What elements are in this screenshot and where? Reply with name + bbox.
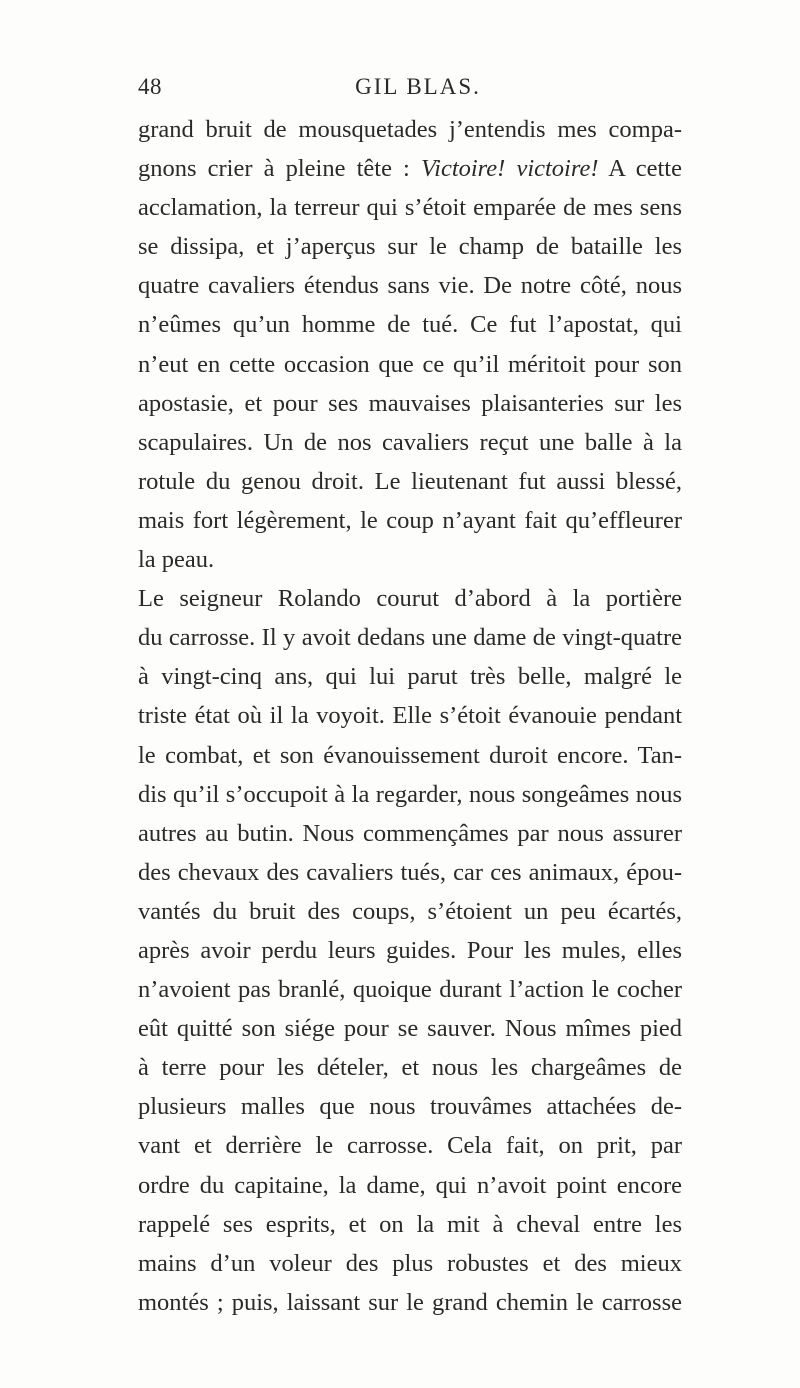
paragraph-end-line: la peau. [138, 546, 215, 574]
text-line: le combat, et son évanouissement duroit encore. Tan- [138, 741, 682, 769]
text-line-end: A cette [598, 155, 682, 183]
text-line: apostasie, et pour ses mauvaises plaisanteries sur les [138, 389, 682, 417]
text-line: rappelé ses esprits, et on la mit à cheval entre les [138, 1210, 682, 1238]
text-line: eût quitté son siége pour se sauver. Nous mîmes pied [138, 1015, 682, 1043]
text-line: plusieurs malles que nous trouvâmes attachées de- [138, 1093, 682, 1121]
text-line: mains d’un voleur des plus robustes et des mieux [138, 1249, 682, 1277]
running-head [138, 74, 678, 114]
text-line: n’avoient pas branlé, quoique durant l’action le cocher [138, 976, 682, 1004]
text-line: vant et derrière le carrosse. Cela fait, on prit, par [138, 1132, 682, 1160]
text-line: quatre cavaliers étendus sans vie. De notre côté, nous [138, 272, 682, 300]
text-line-start: gnons crier à pleine tête : [138, 155, 421, 183]
text-line: après avoir perdu leurs guides. Pour les mules, elles [138, 936, 682, 964]
text-line: n’eut en cette occasion que ce qu’il méritoit pour son [138, 350, 682, 378]
text-line: mais fort légèrement, le coup n’ayant fait qu’effleurer [138, 506, 682, 534]
text-line: à terre pour les dételer, et nous les chargeâmes de [138, 1054, 682, 1082]
text-line: se dissipa, et j’aperçus sur le champ de bataille les [138, 233, 682, 261]
text-line: acclamation, la terreur qui s’étoit emparée de mes sens [138, 194, 682, 222]
text-line: autres au butin. Nous commençâmes par nous assurer [138, 819, 682, 847]
text-line: grand bruit de mousquetades j’entendis mes compa- [138, 116, 682, 143]
page-number: 48 [138, 74, 162, 99]
text-line: des chevaux des cavaliers tués, car ces animaux, épou- [138, 858, 682, 886]
text-line: rotule du genou droit. Le lieutenant fut aussi blessé, [138, 467, 682, 495]
text-line: du carrosse. Il y avoit dedans une dame de vingt-quatre [138, 624, 682, 652]
text-line: triste état où il la voyoit. Elle s’étoit évanouie pendant [138, 702, 682, 730]
text-line: à vingt-cinq ans, qui lui parut très belle, malgré le [138, 663, 682, 691]
text-line: montés ; puis, laissant sur le grand chemin le carrosse [138, 1288, 682, 1316]
text-line: ordre du capitaine, la dame, qui n’avoit point encore [138, 1171, 682, 1199]
body-text [138, 110, 682, 1322]
text-line: vantés du bruit des coups, s’étoient un peu écartés, [138, 897, 682, 925]
running-title: GIL BLAS. [355, 74, 481, 99]
text-line: dis qu’il s’occupoit à la regarder, nous songeâmes nous [138, 780, 682, 808]
text-line-with-italic [138, 149, 682, 188]
text-line: n’eûmes qu’un homme de tué. Ce fut l’apostat, qui [138, 311, 682, 339]
italic-exclamation: Victoire! victoire! [420, 155, 599, 183]
paragraph-start-line: Le seigneur Rolando courut d’abord à la portière [138, 585, 682, 613]
text-line: scapulaires. Un de nos cavaliers reçut une balle à la [138, 428, 682, 456]
